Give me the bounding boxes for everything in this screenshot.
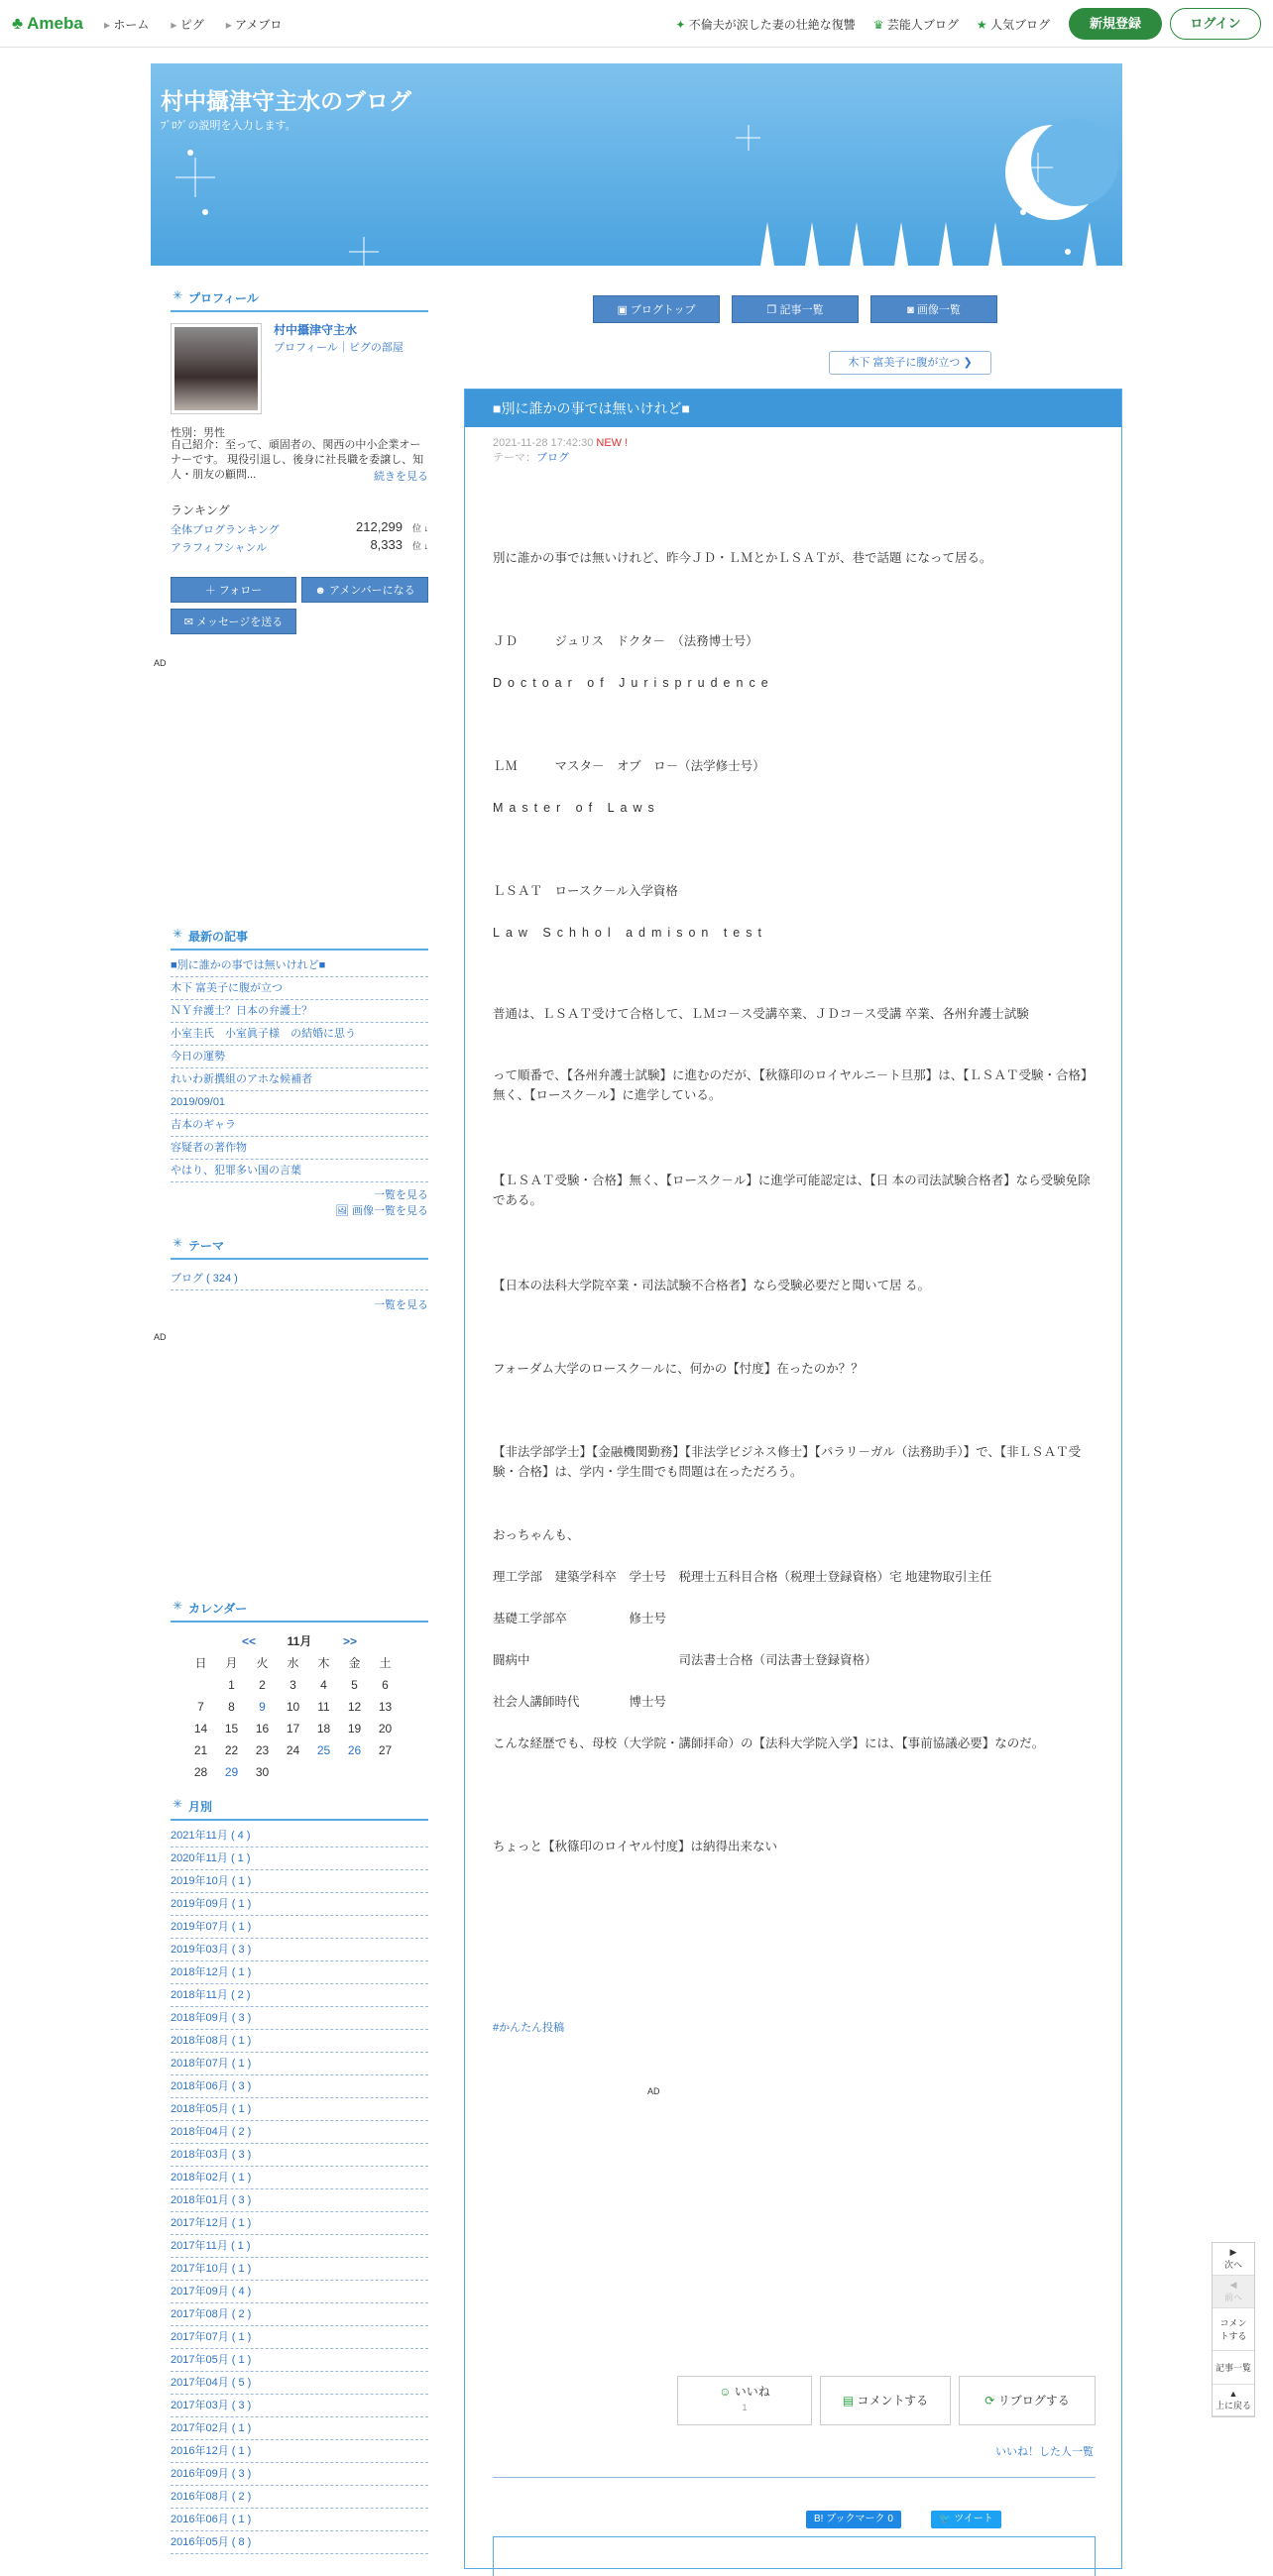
theme-heading: ✳ テーマ: [171, 1237, 428, 1260]
monthly-item[interactable]: 2016年09月 ( 3 ): [171, 2463, 428, 2486]
image-icon: 🖼: [334, 1205, 352, 1217]
article-date: 2021-11-28 17:42:30: [493, 437, 594, 449]
featured-link-3[interactable]: ★ 人気ブログ: [976, 18, 1050, 32]
article-paragraph: 闘病中 司法書士合格（司法書士登録資格）: [493, 1653, 877, 1667]
float-top[interactable]: ▲ 上に戻る: [1213, 2385, 1254, 2416]
monthly-item[interactable]: 2018年08月 ( 1 ): [171, 2030, 428, 2053]
hashtag-link[interactable]: #かんたん投稿: [493, 2022, 565, 2034]
monthly-item[interactable]: 2018年04月 ( 2 ): [171, 2121, 428, 2144]
calendar-week: 14 15 16 17 18 19 20: [193, 1722, 393, 1736]
featured-link-2[interactable]: ♛ 芸能人ブログ: [872, 18, 959, 32]
recent-item[interactable]: 容疑者の著作物: [171, 1137, 428, 1160]
ameba-logo[interactable]: ♣ Ameba: [12, 14, 83, 33]
calendar: [171, 1630, 428, 1783]
monthly-item[interactable]: 2019年10月 ( 1 ): [171, 1870, 428, 1893]
amember-button[interactable]: ☻ アメンバーになる: [301, 577, 428, 603]
monthly-item[interactable]: 2016年08月 ( 2 ): [171, 2486, 428, 2509]
up-arrow-icon: ▲: [1228, 2389, 1238, 2399]
article-paragraph: ＪＤ ジュリス ドクタ－ （法務博士号）: [493, 634, 758, 648]
rank-overall-label[interactable]: 全体ブログランキング: [171, 524, 280, 536]
article-paragraph: ＬＳＡＴ ロースク－ル入学資格: [493, 884, 678, 898]
monthly-item[interactable]: 2017年03月 ( 3 ): [171, 2395, 428, 2417]
monthly-item[interactable]: 2017年11月 ( 1 ): [171, 2235, 428, 2258]
nav-home[interactable]: ▸ ホーム: [104, 16, 149, 33]
theme-section: [171, 1237, 428, 1312]
avatar-photo: [174, 327, 258, 410]
profile-gender: 性別：男性: [171, 427, 225, 439]
monthly-item[interactable]: 2017年07月 ( 1 ): [171, 2326, 428, 2349]
profile-name[interactable]: 村中攝津守主水: [274, 323, 358, 337]
article-paragraph: フォーダム大学のロースク－ルに、何かの【忖度】在ったのか？？: [493, 1362, 864, 1376]
mail-icon: ✉: [183, 616, 196, 628]
liked-users-link[interactable]: いいね！した人一覧: [995, 2446, 1094, 2458]
ad-label-2: AD: [154, 1332, 167, 1342]
calendar-section: [171, 1600, 428, 1783]
article-paragraph: ＬＭ マスタ－ オブ ロ－（法学修士号）: [493, 759, 765, 773]
like-button[interactable]: ☺ いいね 1: [677, 2376, 812, 2425]
monthly-item[interactable]: 2019年07月 ( 1 ): [171, 1916, 428, 1939]
follow-button[interactable]: ＋ フォロー: [171, 577, 296, 603]
reblog-icon: ⟳: [984, 2394, 995, 2408]
rank-overall-value: 212,299: [356, 519, 403, 534]
comment-box: [493, 2536, 1096, 2576]
crown-icon: ♛: [872, 18, 884, 32]
bookmark-button[interactable]: B! ブックマーク 0: [806, 2511, 901, 2528]
monthly-item[interactable]: 2018年12月 ( 1 ): [171, 1961, 428, 1984]
monthly-item[interactable]: 2018年01月 ( 3 ): [171, 2189, 428, 2212]
article-paragraph: Doctoar of Jurisprudence: [493, 676, 774, 690]
recent-item[interactable]: ＮＹ弁護士？日本の弁護士？: [171, 1000, 428, 1023]
plus-icon: ＋: [204, 585, 219, 597]
nav-ameblo[interactable]: ▸ アメブロ: [226, 16, 283, 33]
article-paragraph: ちょっと【秋篠印のロイヤル忖度】は納得出来ない: [493, 1840, 778, 1853]
monthly-item[interactable]: 2018年05月 ( 1 ): [171, 2098, 428, 2121]
recent-item[interactable]: 小室圭氏 小室眞子様 の結婚に思う: [171, 1023, 428, 1046]
monthly-item[interactable]: 2018年09月 ( 3 ): [171, 2007, 428, 2030]
article-paragraph: Law Schhol admison test: [493, 926, 767, 940]
new-badge: NEW !: [596, 437, 629, 449]
monthly-item[interactable]: 2016年06月 ( 1 ): [171, 2509, 428, 2531]
profile-section: [171, 289, 428, 636]
tweet-button[interactable]: 🐦 ツイート: [931, 2511, 1001, 2528]
calendar-week: 21 22 23 24 25 26 27: [193, 1743, 393, 1757]
monthly-list: [171, 1825, 428, 2554]
rank-genre-label[interactable]: アラフィフシャンル: [171, 542, 268, 554]
article-paragraph: 【ＬＳＡＴ受験・合格】無く、【ロースク－ル】に進学可能認定は、【日 本の司法試験合格者】なら受験免除である。: [493, 1174, 1091, 1207]
calendar-prev[interactable]: <<: [241, 1634, 256, 1648]
float-next[interactable]: ▶ 次へ: [1213, 2243, 1254, 2276]
image-list-link[interactable]: 🖼 画像一覧を見る: [334, 1205, 428, 1217]
recent-item[interactable]: やはり、犯罪多い国の言葉: [171, 1160, 428, 1182]
blog-nav: [593, 295, 997, 323]
monthly-item[interactable]: 2019年09月 ( 1 ): [171, 1893, 428, 1916]
next-article-link[interactable]: 木下 富美子に腹が立つ ❯: [829, 351, 991, 375]
recent-articles-section: [171, 928, 428, 1218]
list-icon: ❐: [766, 304, 780, 316]
camera-icon: ◙: [907, 304, 917, 316]
article-paragraph: 普通は、ＬＳＡＴ受けて合格して、ＬＭコ－ス受講卒業、ＪＤコ－ス受講 卒業、各州弁護士試験: [493, 1007, 1029, 1021]
recent-item[interactable]: 吉本のギャラ: [171, 1114, 428, 1137]
monthly-item[interactable]: 2017年04月 ( 5 ): [171, 2372, 428, 2395]
article-paragraph: 社会人講師時代 博士号: [493, 1695, 667, 1709]
monthly-item[interactable]: 2017年05月 ( 1 ): [171, 2349, 428, 2372]
top-bar: [0, 0, 1273, 48]
monthly-item[interactable]: 2021年11月 ( 4 ): [171, 1825, 428, 1848]
recent-item[interactable]: 木下 富美子に腹が立つ: [171, 977, 428, 1000]
profile-links[interactable]: プロフィール｜ピグの部屋: [274, 342, 404, 354]
article-title[interactable]: ■別に誰かの事では無いけれど■: [465, 390, 1121, 427]
blog-header: [151, 63, 1122, 266]
login-button[interactable]: ログイン: [1170, 8, 1261, 40]
next-arrow-icon: ▶: [1229, 2247, 1237, 2257]
comment-icon: ▤: [842, 2394, 855, 2408]
blog-top-button[interactable]: ▣ ブログトップ: [593, 295, 720, 323]
like-count: 1: [742, 2403, 748, 2412]
monthly-section: [171, 1798, 428, 2554]
ranking-label: ランキング: [171, 504, 230, 517]
ad-label-1: AD: [154, 658, 167, 668]
article-paragraph: Master of Laws: [493, 801, 660, 815]
featured-link-1[interactable]: ✦ 不倫夫が涙した妻の壮絶な復讐: [675, 18, 856, 32]
profile-intro: 自己紹介：至って、頑固者の、関西の中小企業オーナーです。 現役引退し、後身に社長職を委譲し、知人・朋友の顧問...: [171, 439, 424, 481]
calendar-nav: [171, 1630, 428, 1652]
image-list-button[interactable]: ◙ 画像一覧: [870, 295, 997, 323]
profile-heading: ✳ プロフィール: [171, 289, 428, 312]
calendar-heading: ✳ カレンダー: [171, 1600, 428, 1623]
monthly-heading: ✳ 月別: [171, 1798, 428, 1821]
calendar-week: 1 2 3 4 5 6: [228, 1678, 389, 1692]
rank-overall-unit: 位 ↓: [411, 523, 428, 533]
nav-pigg[interactable]: ▸ ピグ: [171, 16, 203, 33]
article-paragraph: おっちゃんも、: [493, 1528, 580, 1542]
calendar-week: 7 8 9 10 11 12 13: [197, 1700, 393, 1714]
article-theme-link[interactable]: ブログ: [536, 452, 569, 464]
float-list[interactable]: 記事一覧: [1213, 2351, 1254, 2385]
monthly-item[interactable]: 2016年05月 ( 8 ): [171, 2531, 428, 2554]
article-paragraph: 【非法学部学士】【金融機関勤務】【非法学ビジネス修士】【パラリ－ガル（法務助手）】で、【非ＬＳＡＴ受験・合格】は、学内・学生間でも問題は在っただろう。: [493, 1445, 1082, 1479]
profile-avatar[interactable]: [171, 323, 262, 414]
recent-heading: ✳ 最新の記事: [171, 928, 428, 951]
comment-button[interactable]: ▤ コメントする: [820, 2376, 951, 2425]
calendar-weekdays: 日 月 火 水 木 金 土: [194, 1656, 392, 1670]
article: [464, 389, 1122, 2569]
member-icon: ☻: [314, 585, 330, 597]
prev-arrow-icon: ◀: [1229, 2280, 1237, 2290]
profile-more-link[interactable]: 続きを見る: [374, 471, 428, 483]
recent-item[interactable]: 2019/09/01: [171, 1091, 428, 1114]
monthly-item[interactable]: 2019年03月 ( 3 ): [171, 1939, 428, 1961]
article-paragraph: 【日本の法科大学院卒業・司法試験不合格者】なら受験必要だと聞いて居 る。: [493, 1279, 930, 1292]
monthly-item[interactable]: 2018年03月 ( 3 ): [171, 2144, 428, 2167]
rank-genre-value: 8,333: [370, 537, 403, 552]
recent-item[interactable]: れいわ新撰組のアホな候補者: [171, 1068, 428, 1091]
featured-links: [675, 16, 1050, 33]
article-meta: 2021-11-28 17:42:30 NEW ! テーマ：ブログ: [493, 437, 629, 464]
global-nav: [104, 16, 282, 33]
article-paragraph: って順番で、【各州弁護士試験】に進むのだが、【秋篠印のロイヤルニ－ト旦那】は、【ＬＳＡＴ受験・合格】無く、【ロースク－ル】に進学している。: [493, 1068, 1094, 1102]
rank-genre-unit: 位 ↓: [411, 541, 428, 551]
divider: [493, 2477, 1096, 2478]
monthly-item[interactable]: 2017年08月 ( 2 ): [171, 2303, 428, 2326]
calendar-month: 11月: [287, 1634, 312, 1648]
calendar-week: 28 29 30: [193, 1765, 270, 1779]
twitter-icon: 🐦: [939, 2514, 952, 2524]
blog-description: ﾌﾞﾛｸﾞの説明を入力します。: [161, 120, 296, 132]
recent-list-all[interactable]: 一覧を見る: [374, 1189, 428, 1201]
article-paragraph: 基礎工学部卒 修士号: [493, 1612, 667, 1625]
sparkle-icon: ✦: [675, 18, 686, 32]
float-comment[interactable]: コメントする: [1213, 2308, 1254, 2351]
message-button[interactable]: ✉ メッセージを送る: [171, 609, 296, 634]
recent-list: [171, 954, 428, 1182]
monthly-item[interactable]: 2017年12月 ( 1 ): [171, 2212, 428, 2235]
monthly-item[interactable]: 2018年07月 ( 1 ): [171, 2053, 428, 2075]
monthly-item[interactable]: 2017年09月 ( 4 ): [171, 2281, 428, 2303]
theme-item[interactable]: ブログ ( 324 ): [171, 1268, 428, 1290]
monthly-item[interactable]: 2017年02月 ( 1 ): [171, 2417, 428, 2440]
monthly-item[interactable]: 2016年12月 ( 1 ): [171, 2440, 428, 2463]
monthly-item[interactable]: 2020年11月 ( 1 ): [171, 1848, 428, 1870]
home-icon: ▣: [617, 304, 631, 316]
monthly-item[interactable]: 2018年11月 ( 2 ): [171, 1984, 428, 2007]
calendar-next[interactable]: >>: [342, 1634, 357, 1648]
recent-item[interactable]: 今日の運勢: [171, 1046, 428, 1068]
theme-list: [171, 1268, 428, 1290]
blog-title[interactable]: 村中攝津守主水のブログ: [161, 88, 411, 114]
article-paragraph: こんな経歴でも、母校（大学院・講師拝命）の【法科大学院入学】には、【事前協議必要】なのだ。: [493, 1736, 1045, 1750]
article-list-button[interactable]: ❐ 記事一覧: [732, 295, 859, 323]
monthly-item[interactable]: 2017年10月 ( 1 ): [171, 2258, 428, 2281]
reblog-button[interactable]: ⟳ リブログする: [959, 2376, 1096, 2425]
monthly-item[interactable]: 2018年06月 ( 3 ): [171, 2075, 428, 2098]
signup-button[interactable]: 新規登録: [1069, 8, 1162, 40]
ad-label-3: AD: [647, 2086, 660, 2096]
article-paragraph: 別に誰かの事では無いけれど、昨今ＪＤ・ＬＭとかＬＳＡＴが、巷で話題 になって居る。: [493, 551, 992, 565]
article-paragraph: 理工学部 建築学科卒 学士号 税理士五科目合格（税理士登録資格）宅 地建物取引主任: [493, 1570, 992, 1584]
smile-icon: ☺: [719, 2385, 732, 2399]
monthly-item[interactable]: 2018年02月 ( 1 ): [171, 2167, 428, 2189]
float-prev[interactable]: ◀ 前へ: [1213, 2276, 1254, 2308]
ameba-icon: ♣: [12, 14, 24, 33]
recent-item[interactable]: ■別に誰かの事では無いけれど■: [171, 954, 428, 977]
theme-list-all[interactable]: 一覧を見る: [374, 1299, 428, 1311]
floating-nav: [1212, 2242, 1255, 2417]
star-icon: ★: [976, 18, 987, 32]
